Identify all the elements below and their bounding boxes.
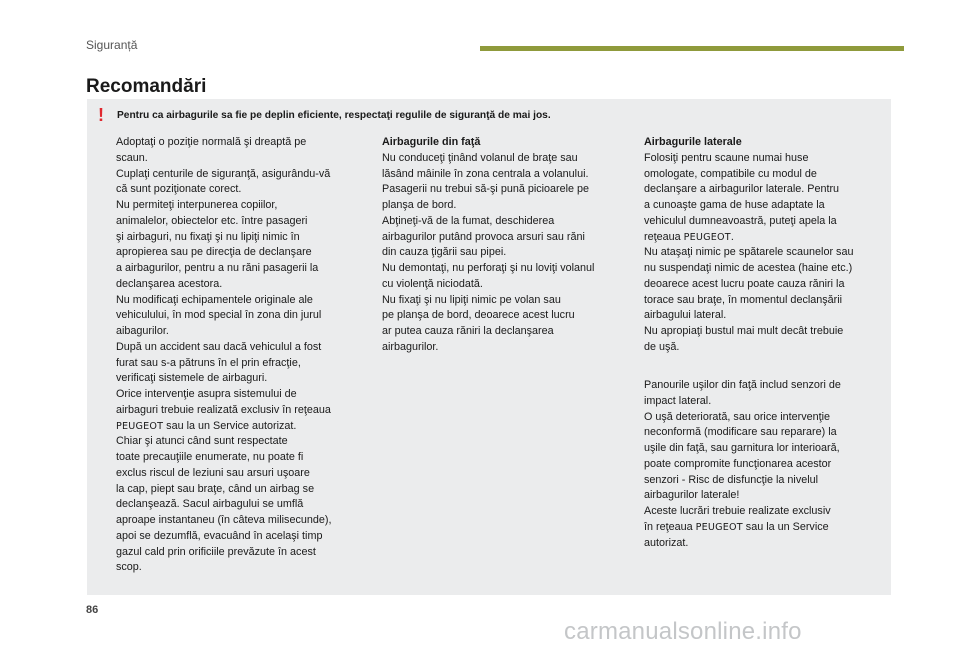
text-line: omologate, compatibile cu modul de bbox=[644, 167, 817, 180]
text-line: airbagurilor laterale! bbox=[644, 489, 740, 502]
text-line: Abţineţi-vă de la fumat, deschiderea bbox=[382, 214, 555, 227]
text-line: vehiculul dumneavoastră, puteţi apela la bbox=[644, 214, 837, 227]
brand-name: PEUGEOT bbox=[683, 231, 731, 243]
column-heading: Airbagurile laterale bbox=[644, 136, 742, 148]
text-line: pe planşa de bord, deoarece acest lucru bbox=[382, 309, 575, 322]
text-line: aibagurilor. bbox=[116, 325, 169, 337]
text-line: scaun. bbox=[116, 151, 148, 164]
text-line: planşa de bord. bbox=[382, 199, 457, 211]
text-line: airbagului lateral. bbox=[644, 309, 727, 322]
section-accent-bar bbox=[480, 46, 904, 51]
text-line: declanşează. Sacul airbagului se umflă bbox=[116, 498, 304, 511]
text-fragment: sau la un Service autorizat. bbox=[163, 419, 297, 432]
text-line: la cap, piept sau braţe, când un airbag se bbox=[116, 482, 315, 495]
column-front-airbags bbox=[382, 135, 620, 356]
text-line: deoarece acest lucru poate cauza răniri la bbox=[644, 277, 845, 290]
text-line: Nu conduceţi ţinând volanul de braţe sau bbox=[382, 151, 578, 164]
text-line: Nu fixaţi şi nu lipiţi nimic pe volan sau bbox=[382, 293, 561, 306]
text-fragment: reţeaua bbox=[644, 230, 684, 243]
text-line: şi airbaguri, nu fixaţi şi nu lipiţi nimic în bbox=[116, 230, 300, 243]
text-line: Aceste lucrări trebuie realizate exclusiv bbox=[644, 505, 831, 517]
text-line: scop. bbox=[116, 561, 142, 574]
text-line: Nu ataşaţi nimic pe spătarele scaunelor sau bbox=[644, 246, 854, 259]
text-line: din cauza ţigării sau pipei. bbox=[382, 246, 507, 259]
text-line: senzori - Risc de disfuncţie la nivelul bbox=[644, 473, 819, 486]
text-line: impact lateral. bbox=[644, 394, 712, 407]
text-line: neconformă (modificare sau reparare) la bbox=[644, 426, 837, 439]
text-line: Orice intervenţie asupra sistemului de bbox=[116, 388, 297, 400]
exclamation-icon: ! bbox=[98, 105, 104, 125]
text-line: airbagurilor putând provoca arsuri sau răni bbox=[382, 230, 585, 243]
text-line: vehiculului, în mod special în zona din jurul bbox=[116, 309, 322, 322]
text-line: apropierea sau pe direcţia de declanşare bbox=[116, 246, 312, 259]
text-fragment: în reţeaua bbox=[644, 520, 696, 533]
column-general-recommendations bbox=[116, 135, 358, 576]
text-line: poate compromite funcţionarea acestor bbox=[644, 457, 832, 470]
text-fragment: . bbox=[730, 230, 734, 243]
text-line: exclus riscul de leziuni sau arsuri uşoare bbox=[116, 466, 310, 479]
text-line: animalelor, obiectelor etc. între pasageri bbox=[116, 214, 308, 227]
page-title: Recomandări bbox=[86, 76, 207, 97]
text-line: Panourile uşilor din faţă includ senzori de bbox=[644, 379, 841, 391]
text-line: Chiar şi atunci când sunt respectate bbox=[116, 435, 288, 448]
text-line: Folosiţi pentru scaune numai huse bbox=[644, 151, 809, 164]
brand-name: PEUGEOT bbox=[116, 420, 164, 432]
text-line: Nu permiteţi interpunerea copiilor, bbox=[116, 199, 278, 211]
text-line: airbaguri trebuie realizată exclusiv în reţeaua bbox=[116, 403, 331, 416]
column-door-sensors bbox=[644, 378, 884, 551]
column-heading: Airbagurile din faţă bbox=[382, 136, 481, 148]
text-line: apoi se dezumflă, evacuând în acelaşi timp bbox=[116, 529, 323, 542]
text-line: O uşă deteriorată, sau orice intervenţie bbox=[644, 410, 831, 423]
text-line bbox=[644, 520, 884, 536]
text-line: furat sau s-a pătruns în el prin efracţie, bbox=[116, 356, 301, 369]
text-line: a cunoaşte gama de huse adaptate la bbox=[644, 199, 825, 211]
text-line: de uşă. bbox=[644, 340, 680, 353]
text-fragment: sau la un Service bbox=[742, 520, 829, 533]
text-line: Nu modificaţi echipamentele originale ale bbox=[116, 293, 313, 306]
text-line: declanşarea acestora. bbox=[116, 277, 223, 290]
text-line: Cuplaţi centurile de siguranţă, asigurându-vă bbox=[116, 167, 331, 180]
text-line: uşile din faţă, sau garnitura lor interioară, bbox=[644, 442, 840, 454]
text-line: torace sau braţe, în momentul declanşării bbox=[644, 293, 843, 306]
page-number: 86 bbox=[86, 604, 99, 616]
column-side-airbags bbox=[644, 135, 884, 356]
text-line: declanşare a airbagurilor laterale. Pentru bbox=[644, 183, 840, 196]
text-line: ar putea cauza răniri la declanşarea bbox=[382, 325, 554, 337]
text-line: Nu demontaţi, nu perforaţi şi nu loviţi volanul bbox=[382, 262, 595, 274]
watermark: carmanualsonline.info bbox=[564, 618, 802, 645]
text-line: toate precauţiile enumerate, nu poate fi bbox=[116, 451, 304, 463]
text-line: lăsând mâinile în zona centrala a volanului. bbox=[382, 167, 589, 180]
warning-text: Pentru ca airbagurile sa fie pe deplin eficiente, respectaţi regulile de siguranţă de mai jos. bbox=[117, 110, 551, 121]
text-line: După un accident sau dacă vehiculul a fost bbox=[116, 340, 322, 353]
text-line: că sunt poziţionate corect. bbox=[116, 183, 242, 196]
text-line: a airbagurilor, pentru a nu răni pasagerii la bbox=[116, 262, 319, 274]
section-label: Siguranță bbox=[86, 38, 138, 52]
brand-name: PEUGEOT bbox=[695, 521, 743, 533]
text-line: Adoptaţi o poziţie normală şi dreaptă pe bbox=[116, 136, 307, 148]
text-line bbox=[116, 419, 358, 435]
text-line bbox=[644, 230, 884, 246]
text-line: Pasagerii nu trebui să-şi pună picioarele pe bbox=[382, 183, 590, 196]
text-line: cu violenţă niciodată. bbox=[382, 277, 483, 290]
text-line: nu suspendaţi nimic de acestea (haine etc.) bbox=[644, 262, 853, 274]
text-line: gazul cald prin orificiile prevăzute în acest bbox=[116, 545, 316, 558]
text-line: Nu apropiaţi bustul mai mult decât trebuie bbox=[644, 325, 844, 337]
text-line: aproape instantaneu (în câteva milisecunde), bbox=[116, 514, 332, 526]
text-line: autorizat. bbox=[644, 536, 689, 549]
text-line: verificaţi sistemele de airbaguri. bbox=[116, 372, 268, 385]
text-line: airbagurilor. bbox=[382, 340, 439, 353]
